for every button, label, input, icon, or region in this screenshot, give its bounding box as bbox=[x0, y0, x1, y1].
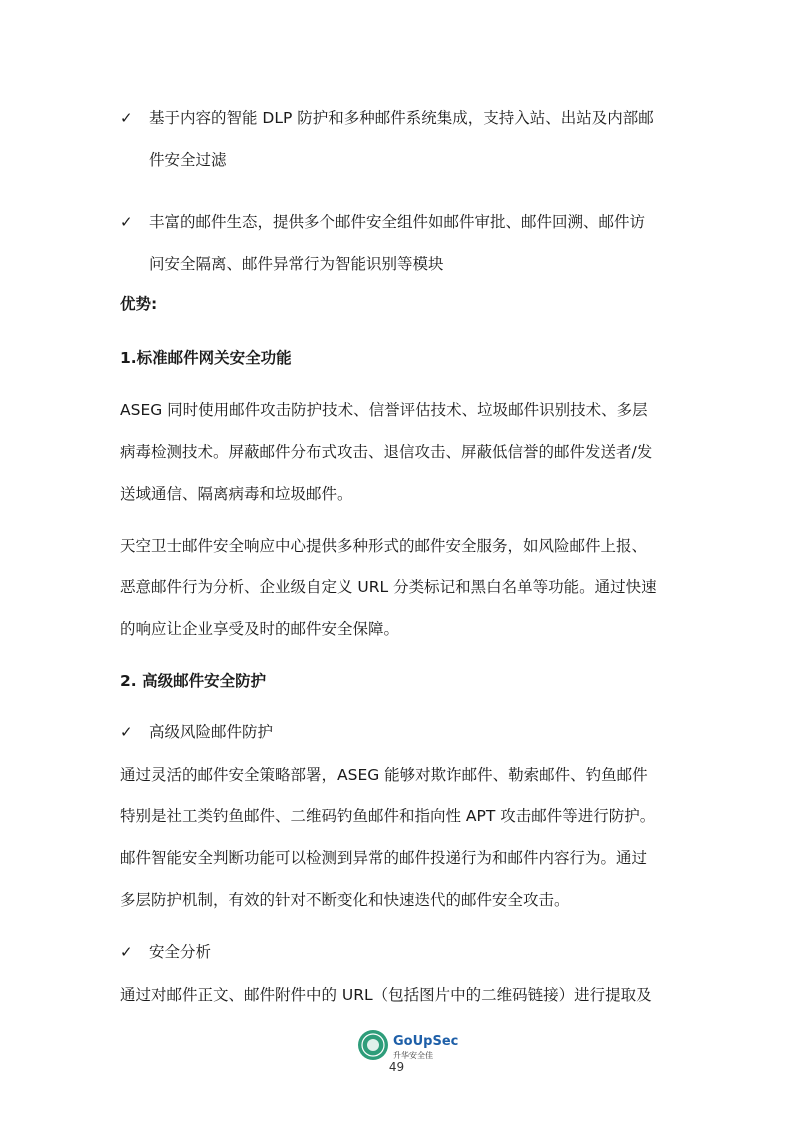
bullet-text: 基于内容的智能 DLP 防护和多种邮件系统集成，支持入站、出站及内部邮 bbox=[149, 109, 654, 127]
paragraph-line: 恶意邮件行为分析、企业级自定义 URL 分类标记和黑白名单等功能。通过快速 bbox=[120, 578, 657, 596]
check-icon: ✓ bbox=[120, 109, 133, 127]
paragraph-line: 送域通信、隔离病毒和垃圾邮件。 bbox=[120, 485, 353, 503]
advantages-heading: 优势: bbox=[120, 295, 158, 313]
section-heading: 2. 高级邮件安全防护 bbox=[120, 672, 267, 690]
paragraph-line: 病毒检测技术。屏蔽邮件分布式攻击、退信攻击、屏蔽低信誉的邮件发送者/发 bbox=[120, 443, 653, 461]
check-icon: ✓ bbox=[120, 213, 133, 231]
section-heading: 1.标准邮件网关安全功能 bbox=[120, 349, 292, 367]
subheading: 安全分析 bbox=[149, 943, 212, 961]
bullet-text: 问安全隔离、邮件异常行为智能识别等模块 bbox=[149, 255, 444, 273]
paragraph-line: 天空卫士邮件安全响应中心提供多种形式的邮件安全服务，如风险邮件上报、 bbox=[120, 537, 648, 555]
paragraph-line: 的响应让企业享受及时的邮件安全保障。 bbox=[120, 620, 400, 638]
paragraph-line: 邮件智能安全判断功能可以检测到异常的邮件投递行为和邮件内容行为。通过 bbox=[120, 849, 648, 867]
bullet-text: 丰富的邮件生态，提供多个邮件安全组件如邮件审批、邮件回溯、邮件访 bbox=[149, 213, 646, 231]
paragraph-line: ASEG 同时使用邮件攻击防护技术、信誉评估技术、垃圾邮件识别技术、多层 bbox=[120, 401, 648, 419]
page-number: 49 bbox=[388, 1060, 405, 1074]
svg-text:GoUpSec: GoUpSec bbox=[393, 1034, 459, 1049]
check-icon: ✓ bbox=[120, 723, 133, 741]
check-icon: ✓ bbox=[120, 943, 133, 961]
svg-text:升华安全佳: 升华安全佳 bbox=[393, 1051, 433, 1060]
paragraph-line: 通过对邮件正文、邮件附件中的 URL（包括图片中的二维码链接）进行提取及 bbox=[120, 986, 652, 1004]
subheading: 高级风险邮件防护 bbox=[149, 723, 274, 741]
paragraph-line: 特别是社工类钓鱼邮件、二维码钓鱼邮件和指向性 APT 攻击邮件等进行防护。 bbox=[120, 807, 656, 825]
paragraph-line: 通过灵活的邮件安全策略部署，ASEG 能够对欺诈邮件、勒索邮件、钓鱼邮件 bbox=[120, 766, 648, 784]
bullet-text: 件安全过滤 bbox=[149, 151, 227, 169]
paragraph-line: 多层防护机制，有效的针对不断变化和快速迭代的邮件安全攻击。 bbox=[120, 891, 570, 909]
logo-seal-icon bbox=[357, 1028, 477, 1062]
